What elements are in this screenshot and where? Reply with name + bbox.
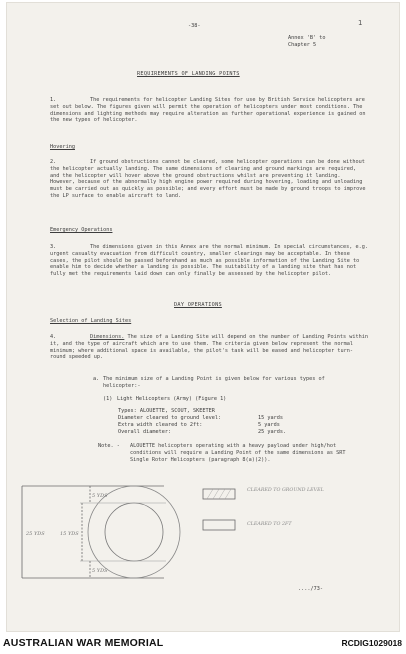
annex-reference: Annex 'B' to — [288, 35, 326, 41]
row-1-label: Diameter cleared to ground level: — [118, 415, 222, 421]
para2-number: 2. — [50, 159, 57, 165]
continuation-mark: ..../73- — [298, 586, 323, 592]
document-title: REQUIREMENTS OF LANDING POINTS — [137, 71, 240, 77]
row-3-value: 25 yards. — [258, 429, 287, 435]
para3-number: 3. — [50, 244, 57, 250]
note-text: ALOUETTE helicopters operating with a heavy payload under high/hot conditions will require a Landing Point of the same dimensions as SRT Single Rotor Helicopters (paragraph 8(a)(2)). — [130, 443, 346, 463]
chapter-reference: Chapter 5 — [288, 42, 317, 48]
para1-text: The requirements for helicopter Landing Sites for use by British Service helicopters are set out below. The figures given will permit the operation of helicopters under most conditions. The dimensions and lighting methods may require alteration as further operational experience is gained on the new types of helicopter. — [50, 97, 366, 124]
legend-label-1: CLEARED TO GROUND LEVEL — [247, 488, 324, 493]
row-2-label: Extra width cleared to 2ft: — [118, 422, 203, 428]
selection-heading: Selection of Landing Sites — [50, 318, 132, 324]
legend-swatch-plain — [203, 520, 235, 530]
corner-mark: 1 — [358, 19, 363, 27]
para3-text: The dimensions given in this Annex are the normal minimum. In special circumstances, e.g. urgent casualty evacuation from difficult country, smaller clearings may be acceptable. In these cases, the pilot should be passed beforehand as much as possible information of the Landing Site to enable him to decide whether a landing is possible. The suitability of a landing site that has not fully met the requirements laid down can only finally be assessed by the helicopter pilot. — [50, 244, 368, 278]
inner-clearing-circle — [105, 503, 163, 561]
item-1-heading: Light Helicopters (Army) (Figure 1) — [117, 396, 227, 402]
dim-top-label: 5 YDS — [92, 493, 108, 499]
para4-body: The size of a Landing Site will depend on the number of Landing Points within it, and the type of aircraft which are to use them. The criteria given below represent the normal minimum; where additional space is available, the pilot's task will be eased and helicopter turn-round speeded up. — [50, 334, 368, 361]
para4-number: 4. — [50, 334, 57, 340]
row-2-value: 5 yards — [258, 422, 280, 428]
day-operations-heading: DAY OPERATIONS — [174, 302, 222, 308]
dim-bottom-label: 5 YDS — [92, 568, 108, 574]
figure-legend-swatches — [201, 487, 241, 532]
note-label: Note. - — [98, 443, 120, 449]
legend-label-2: CLEARED TO 2FT — [247, 522, 292, 527]
hovering-heading: Hovering — [50, 144, 75, 150]
emergency-heading: Emergency Operations — [50, 227, 113, 233]
dim-mid-label: 15 YDS — [60, 531, 79, 537]
helicopter-types: Types: ALOUETTE, SCOUT, SKEETER — [118, 408, 215, 414]
document-page — [6, 2, 400, 632]
para4-label: Dimensions. — [90, 334, 125, 340]
dim-left-label: 25 YDS — [26, 531, 45, 537]
item-a-label: a. — [93, 376, 100, 382]
archive-footer — [0, 632, 406, 654]
archive-record-id: RCDIG1029018 — [341, 638, 402, 648]
landing-point-figure — [16, 472, 196, 584]
page-number: -38- — [188, 23, 201, 29]
row-3-label: Overall diameter: — [118, 429, 172, 435]
item-a-text: The minimum size of a Landing Point is given below for various types of helicopter:- — [103, 376, 325, 389]
archive-name: AUSTRALIAN WAR MEMORIAL — [3, 637, 164, 649]
para1-number: 1. — [50, 97, 57, 103]
para4-text — [50, 334, 368, 361]
para2-text: If ground obstructions cannot be cleared, some helicopter operations can be done without the helicopter actually landing. The same dimensions of clearing and ground markings are required, and the helicopter will hover above the ground obstructions whilst are preventing it landing. However, because of the abnormally high engine power required during hovering, loading and unloading must be carried out as quickly as possible; and every effort must be made by ground troops to improve the LP surface to enable aircraft to land. — [50, 159, 366, 199]
item-1-label: (1) — [103, 396, 113, 402]
row-1-value: 15 yards — [258, 415, 283, 421]
outer-clearing-circle — [88, 486, 180, 578]
